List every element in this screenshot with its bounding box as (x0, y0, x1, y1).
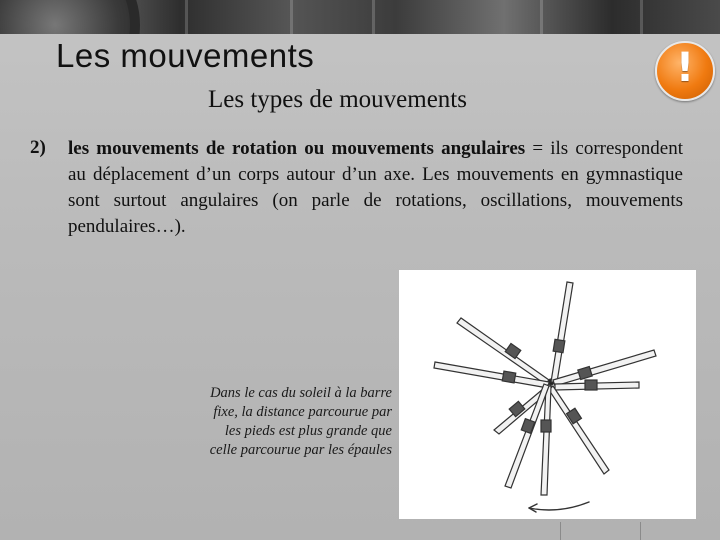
banner-streak (372, 0, 375, 34)
gymnast-figure (549, 386, 609, 474)
gymnast-figure (551, 282, 573, 382)
slide-title: Les mouvements (56, 37, 315, 74)
banner-streak (640, 0, 643, 34)
banner-streak (290, 0, 293, 34)
wheel-decoration (0, 0, 140, 34)
header-banner-image (0, 0, 720, 34)
figure-caption: Dans le cas du soleil à la barre fixe, la distance parcourue par les pieds est plus grande que celle parcourue par les épaules (209, 385, 392, 458)
footer-divider (640, 522, 641, 540)
body-definition: = ils correspondent au déplacement d’un corps autour d’un axe. Les mouvements en gymnastique sont surtout angulaires (on parle de rotations, oscillations, mouvements pendulaires…). (68, 138, 684, 237)
banner-streak (185, 0, 188, 34)
slide-subtitle: Les types de mouvements (208, 86, 467, 113)
warning-icon (655, 41, 715, 101)
list-number: 2) (30, 137, 46, 158)
gymnast-rotation-figure (399, 270, 696, 519)
body-bold-term: les mouvements de rotation ou mouvements angulaires (68, 138, 526, 159)
body-paragraph (68, 136, 683, 240)
banner-streak (540, 0, 543, 34)
gymnast-figure (553, 350, 656, 386)
giant-swing-illustration (399, 270, 696, 519)
warning-symbol: ! (675, 45, 695, 91)
footer-divider (560, 522, 561, 540)
arrow-head (529, 504, 537, 512)
rotation-arrow (529, 502, 589, 510)
